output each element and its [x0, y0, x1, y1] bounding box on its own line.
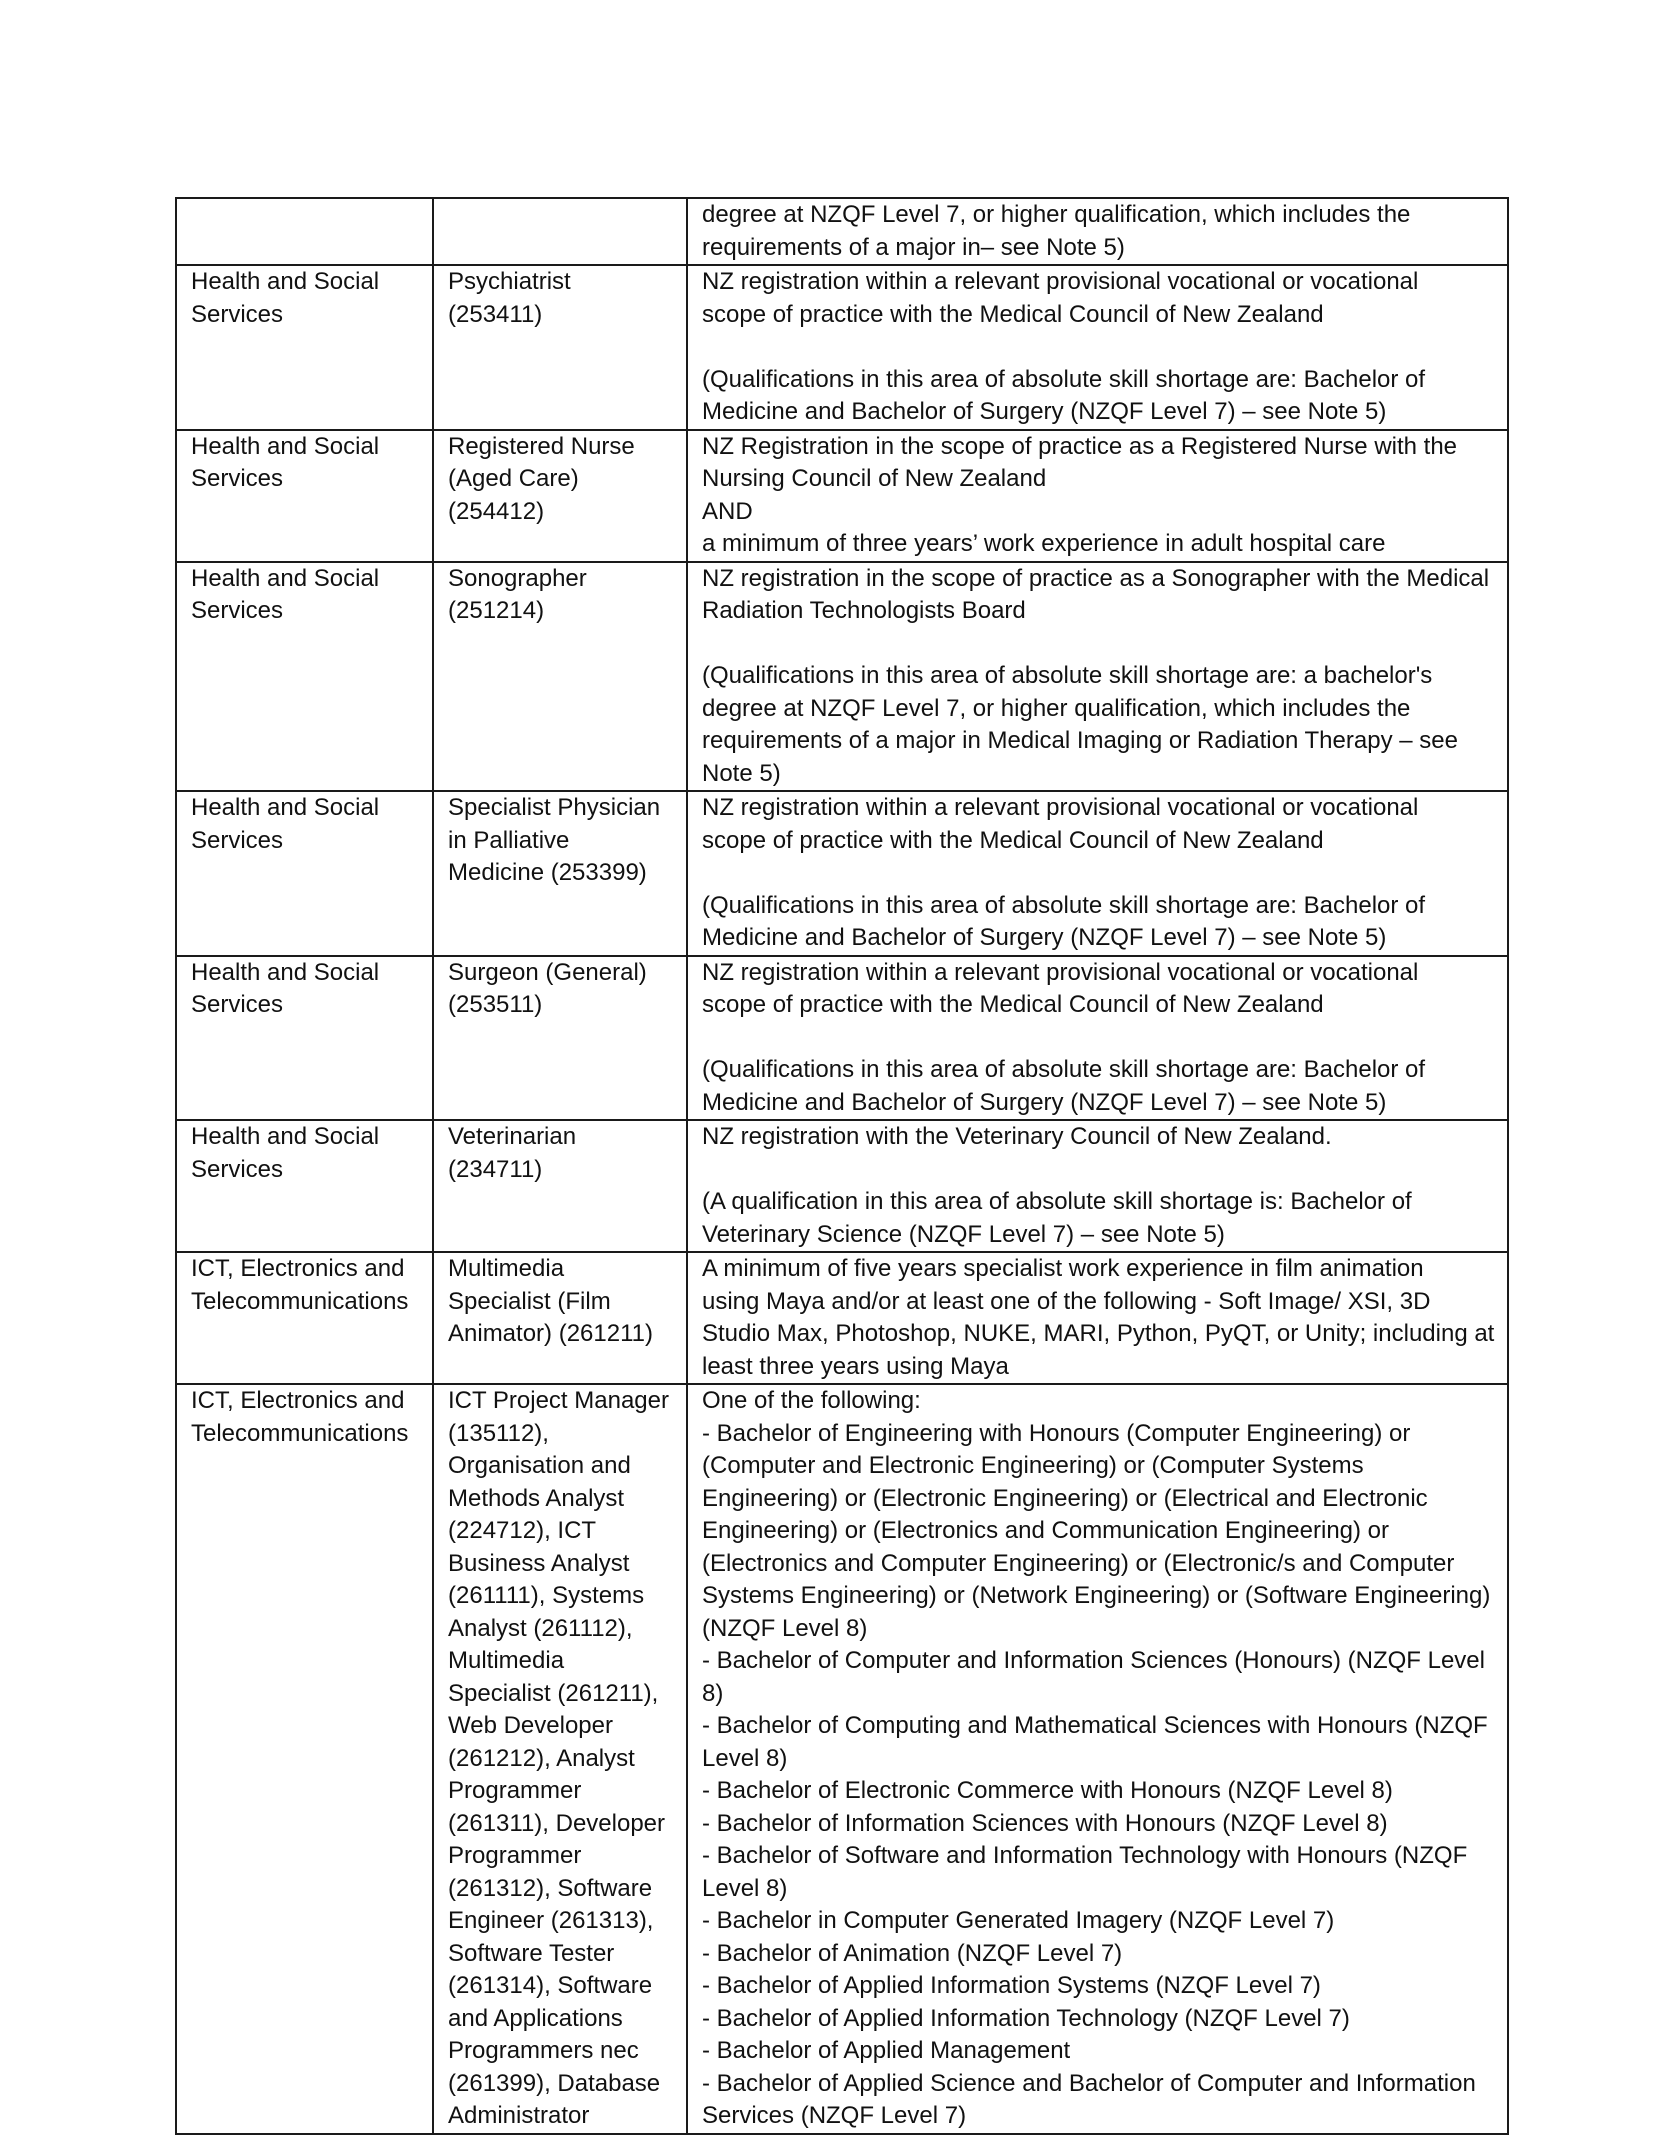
requirements-line: - Bachelor of Computer and Information Sciences (Honours) (NZQF Level [702, 1647, 1485, 1674]
occupation-line: Registered Nurse [448, 432, 635, 460]
sector-line: ICT, Electronics and [191, 1255, 405, 1282]
sector-line: ICT, Electronics and [191, 1387, 405, 1414]
requirements-cell [687, 562, 1508, 792]
sector-line: Health and Social [191, 268, 380, 295]
occupation-line: (261311), Developer [448, 1809, 666, 1837]
occupation-line: (261314), Software [448, 1972, 653, 1999]
requirements-line: - Bachelor of Computing and Mathematical Sciences with Honours (NZQF [702, 1712, 1488, 1739]
table-row [176, 562, 1508, 792]
sector-cell [176, 1252, 433, 1384]
table-row [176, 265, 1508, 430]
sector-cell [176, 956, 433, 1121]
table-row [176, 1120, 1508, 1252]
occupation-cell [433, 1120, 687, 1252]
occupation-line: Engineer (261313), [448, 1907, 654, 1934]
requirements-line: One of the following: [702, 1387, 921, 1414]
blank-line [702, 1022, 1495, 1055]
requirements-line: NZ registration within a relevant provisional vocational or vocational [702, 794, 1419, 821]
occupation-line: and Applications [448, 2004, 623, 2032]
table-row [176, 1384, 1508, 2134]
sector-line: Health and Social [191, 564, 380, 592]
occupation-cell [433, 956, 687, 1121]
occupation-line: Business Analyst [448, 1549, 630, 1577]
table-row [176, 956, 1508, 1121]
requirements-line: (Qualifications in this area of absolute skill shortage are: Bachelor of [702, 365, 1426, 393]
occupation-line: Software Tester [448, 1939, 615, 1967]
occupation-line: (253511) [448, 991, 543, 1018]
sector-line: Health and Social [191, 1123, 380, 1150]
blank-line [702, 331, 1495, 364]
occupation-cell [433, 430, 687, 562]
requirements-line: Medicine and Bachelor of Surgery (NZQF Level 7) – see Note 5) [702, 924, 1387, 951]
table-row [176, 791, 1508, 956]
sector-line: Services [191, 826, 284, 854]
requirements-line: requirements of a major in– see Note 5) [702, 233, 1125, 261]
requirements-line: - Bachelor of Electronic Commerce with Honours (NZQF Level 8) [702, 1777, 1393, 1804]
occupation-line: Programmer [448, 1777, 582, 1804]
requirements-line: A minimum of five years specialist work experience in film animation [702, 1255, 1424, 1282]
sector-line: Services [191, 597, 284, 624]
sector-line: Health and Social [191, 432, 380, 460]
table-row [176, 430, 1508, 562]
requirements-line: Services (NZQF Level 7) [702, 2102, 967, 2129]
occupation-line: Medicine (253399) [448, 859, 647, 886]
requirements-cell [687, 265, 1508, 430]
requirements-line: Engineering) or (Electronics and Communication Engineering) or [702, 1517, 1390, 1544]
requirements-line: NZ registration in the scope of practice as a Sonographer with the Medical [702, 564, 1490, 592]
occupation-line: Specialist Physician [448, 794, 661, 821]
occupation-cell [433, 265, 687, 430]
sector-cell [176, 265, 433, 430]
occupation-line: ICT Project Manager [448, 1387, 669, 1414]
requirements-line: - Bachelor of Applied Information Technology (NZQF Level 7) [702, 2004, 1350, 2032]
requirements-line: - Bachelor in Computer Generated Imagery (NZQF Level 7) [702, 1907, 1335, 1934]
requirements-line: Radiation Technologists Board [702, 597, 1026, 624]
blank-line [702, 857, 1495, 890]
requirements-line: degree at NZQF Level 7, or higher qualification, which includes the [702, 201, 1411, 228]
sector-line: Health and Social [191, 794, 380, 821]
requirements-cell [687, 1120, 1508, 1252]
sector-cell [176, 430, 433, 562]
requirements-line: degree at NZQF Level 7, or higher qualification, which includes the [702, 694, 1411, 722]
requirements-line: NZ registration within a relevant provisional vocational or vocational [702, 268, 1419, 295]
occupation-line: Multimedia [448, 1647, 565, 1674]
occupation-line: Sonographer [448, 564, 587, 592]
occupation-line: Programmers nec [448, 2037, 639, 2064]
requirements-line: NZ registration with the Veterinary Council of New Zealand. [702, 1123, 1332, 1150]
occupation-line: Programmer [448, 1842, 582, 1869]
occupation-line: (254412) [448, 497, 545, 525]
occupation-cell [433, 1252, 687, 1384]
requirements-line: NZ Registration in the scope of practice as a Registered Nurse with the [702, 432, 1458, 460]
requirements-line: a minimum of three years’ work experience in adult hospital care [702, 530, 1386, 557]
requirements-line: - Bachelor of Engineering with Honours (Computer Engineering) or [702, 1419, 1411, 1447]
requirements-line: (Computer and Electronic Engineering) or (Computer Systems [702, 1452, 1364, 1479]
occupation-line: (261212), Analyst [448, 1744, 635, 1772]
requirements-cell [687, 791, 1508, 956]
sector-cell [176, 1384, 433, 2134]
occupation-line: (234711) [448, 1155, 543, 1183]
requirements-line: Medicine and Bachelor of Surgery (NZQF Level 7) – see Note 5) [702, 1088, 1387, 1116]
requirements-line: - Bachelor of Applied Science and Bachelor of Computer and Information [702, 2069, 1476, 2097]
requirements-line: (A qualification in this area of absolute skill shortage is: Bachelor of [702, 1188, 1412, 1215]
sector-line: Telecommunications [191, 1419, 409, 1447]
occupation-line: Analyst (261112), [448, 1614, 633, 1642]
requirements-line: Engineering) or (Electronic Engineering) or (Electrical and Electronic [702, 1484, 1428, 1512]
requirements-line: - Bachelor of Applied Management [702, 2037, 1071, 2064]
requirements-line: (NZQF Level 8) [702, 1614, 868, 1642]
requirements-line: Veterinary Science (NZQF Level 7) – see Note 5) [702, 1220, 1225, 1248]
requirements-line: - Bachelor of Information Sciences with Honours (NZQF Level 8) [702, 1809, 1388, 1837]
occupation-line: (253411) [448, 300, 543, 328]
requirements-line: (Qualifications in this area of absolute skill shortage are: Bachelor of [702, 1056, 1426, 1083]
requirements-line: Note 5) [702, 759, 781, 787]
requirements-line: scope of practice with the Medical Council of New Zealand [702, 991, 1324, 1018]
requirements-cell [687, 1384, 1508, 2134]
occupation-cell [433, 1384, 687, 2134]
requirements-line: Level 8) [702, 1874, 788, 1902]
requirements-line: Nursing Council of New Zealand [702, 465, 1047, 492]
occupation-line: (261312), Software [448, 1874, 653, 1902]
sector-line: Services [191, 465, 284, 492]
requirements-cell [687, 956, 1508, 1121]
blank-line [702, 628, 1495, 661]
occupation-line: Organisation and [448, 1452, 631, 1479]
requirements-line: scope of practice with the Medical Council of New Zealand [702, 300, 1324, 328]
requirements-line: Studio Max, Photoshop, NUKE, MARI, Python, PyQT, or Unity; including at [702, 1320, 1495, 1347]
occupation-line: Methods Analyst [448, 1484, 625, 1512]
requirements-line: Systems Engineering) or (Network Engineering) or (Software Engineering) [702, 1582, 1491, 1609]
sector-line: Services [191, 1155, 284, 1183]
requirements-line: (Electronics and Computer Engineering) or (Electronic/s and Computer [702, 1549, 1455, 1577]
requirements-line: requirements of a major in Medical Imaging or Radiation Therapy – see [702, 727, 1458, 754]
table-row [176, 1252, 1508, 1384]
sector-cell [176, 1120, 433, 1252]
requirements-line: (Qualifications in this area of absolute skill shortage are: a bachelor's [702, 662, 1433, 689]
requirements-line: - Bachelor of Software and Information Technology with Honours (NZQF [702, 1842, 1468, 1869]
requirements-line: using Maya and/or at least one of the following - Soft Image/ XSI, 3D [702, 1287, 1431, 1315]
skill-shortage-table [175, 197, 1509, 2135]
occupation-line: (251214) [448, 597, 545, 624]
occupation-line: Specialist (Film [448, 1287, 611, 1315]
sector-line: Telecommunications [191, 1287, 409, 1315]
occupation-cell [433, 791, 687, 956]
requirements-cell [687, 1252, 1508, 1384]
requirements-line: 8) [702, 1679, 724, 1707]
occupation-line: Specialist (261211), [448, 1679, 659, 1707]
occupation-line: Administrator [448, 2102, 590, 2129]
sector-cell [176, 562, 433, 792]
occupation-line: Animator) (261211) [448, 1320, 653, 1347]
occupation-line: in Palliative [448, 826, 570, 854]
occupation-line: Veterinarian [448, 1123, 577, 1150]
requirements-line: - Bachelor of Animation (NZQF Level 7) [702, 1939, 1123, 1967]
requirements-line: NZ registration within a relevant provisional vocational or vocational [702, 958, 1419, 986]
occupation-line: (261111), Systems [448, 1582, 645, 1609]
requirements-line: (Qualifications in this area of absolute skill shortage are: Bachelor of [702, 891, 1426, 919]
occupation-line: (224712), ICT [448, 1517, 597, 1544]
table-body [176, 198, 1508, 2134]
requirements-line: Level 8) [702, 1744, 788, 1772]
occupation-line: (261399), Database [448, 2069, 661, 2097]
occupation-line: (Aged Care) [448, 465, 579, 492]
occupation-line: Multimedia [448, 1255, 565, 1282]
sector-cell [176, 791, 433, 956]
occupation-line: Surgeon (General) [448, 958, 647, 986]
sector-cell [176, 198, 433, 265]
blank-line [702, 1154, 1495, 1187]
table-row [176, 198, 1508, 265]
occupation-cell [433, 198, 687, 265]
sector-line: Health and Social [191, 958, 380, 986]
requirements-line: AND [702, 497, 753, 525]
requirements-line: Medicine and Bachelor of Surgery (NZQF Level 7) – see Note 5) [702, 398, 1387, 425]
sector-line: Services [191, 991, 284, 1018]
occupation-line: Psychiatrist [448, 268, 571, 295]
requirements-line: - Bachelor of Applied Information Systems (NZQF Level 7) [702, 1972, 1321, 1999]
requirements-line: scope of practice with the Medical Council of New Zealand [702, 826, 1324, 854]
requirements-line: least three years using Maya [702, 1352, 1009, 1380]
occupation-line: Web Developer [448, 1712, 613, 1739]
requirements-cell [687, 430, 1508, 562]
occupation-cell [433, 562, 687, 792]
requirements-cell [687, 198, 1508, 265]
occupation-line: (135112), [448, 1419, 549, 1447]
sector-line: Services [191, 300, 284, 328]
